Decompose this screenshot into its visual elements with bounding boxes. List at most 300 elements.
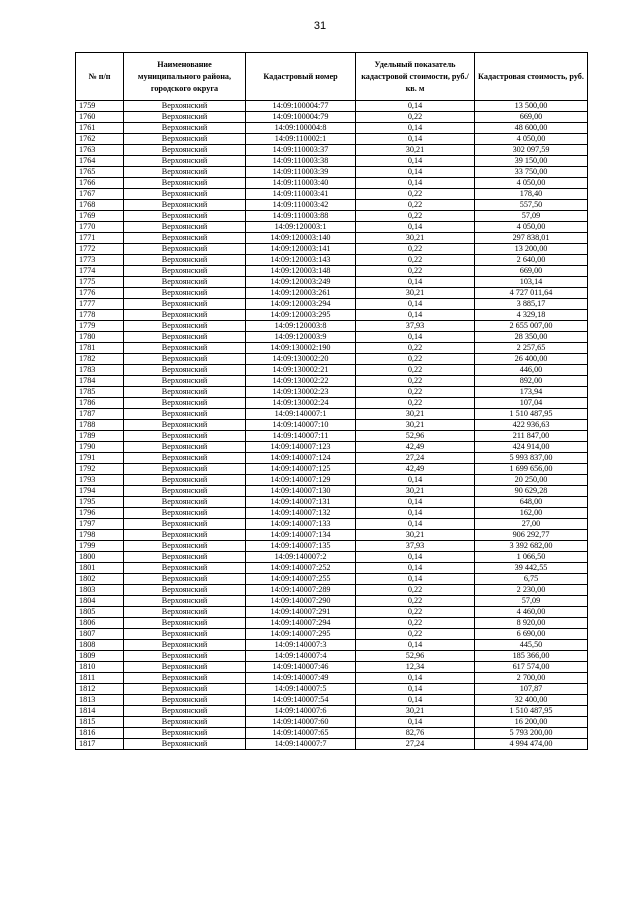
table-row [76,519,588,530]
cell-district: Верхоянский [124,618,246,629]
cell-district: Верхоянский [124,574,246,585]
table-row [76,222,588,233]
cell-num: 1800 [76,552,124,563]
cell-cadastral-cost: 4 050,00 [475,222,588,233]
cell-cadastral-cost: 13 200,00 [475,244,588,255]
cell-cadastral-cost: 4 994 474,00 [475,739,588,750]
cell-num: 1812 [76,684,124,695]
cell-specific-rate: 37,93 [356,541,475,552]
cell-cadastral-number: 14:09:110003:88 [246,211,356,222]
cell-specific-rate: 30,21 [356,145,475,156]
table-row [76,321,588,332]
cell-district: Верхоянский [124,662,246,673]
table-row [76,420,588,431]
table-row [76,618,588,629]
cell-num: 1769 [76,211,124,222]
cell-num: 1770 [76,222,124,233]
cell-district: Верхоянский [124,519,246,530]
cell-specific-rate: 0,14 [356,717,475,728]
cell-specific-rate: 0,14 [356,695,475,706]
table-row [76,167,588,178]
table-row [76,497,588,508]
cell-specific-rate: 27,24 [356,739,475,750]
cell-cadastral-number: 14:09:100004:79 [246,112,356,123]
cell-cadastral-cost: 4 050,00 [475,178,588,189]
cell-specific-rate: 0,14 [356,519,475,530]
table-row [76,596,588,607]
header-row [76,53,588,101]
cell-num: 1806 [76,618,124,629]
cell-specific-rate: 0,22 [356,387,475,398]
table-row [76,552,588,563]
cell-cadastral-cost: 617 574,00 [475,662,588,673]
table-row [76,112,588,123]
header-specific-rate: Удельный показатель кадастровой стоимости, руб./кв. м [356,53,475,101]
cell-cadastral-number: 14:09:120003:9 [246,332,356,343]
cell-specific-rate: 0,14 [356,277,475,288]
cell-cadastral-number: 14:09:140007:7 [246,739,356,750]
cell-cadastral-cost: 173,94 [475,387,588,398]
table-row [76,486,588,497]
cell-cadastral-number: 14:09:120003:141 [246,244,356,255]
cell-num: 1798 [76,530,124,541]
cell-cadastral-number: 14:09:140007:60 [246,717,356,728]
table-row [76,475,588,486]
table-row [76,123,588,134]
cell-district: Верхоянский [124,233,246,244]
cell-num: 1766 [76,178,124,189]
cell-num: 1799 [76,541,124,552]
cell-district: Верхоянский [124,244,246,255]
cell-cadastral-cost: 3 885,17 [475,299,588,310]
cell-cadastral-number: 14:09:110003:38 [246,156,356,167]
cell-num: 1807 [76,629,124,640]
cell-num: 1789 [76,431,124,442]
cell-specific-rate: 0,14 [356,574,475,585]
cell-cadastral-number: 14:09:140007:49 [246,673,356,684]
cell-specific-rate: 0,22 [356,398,475,409]
cell-num: 1779 [76,321,124,332]
cell-district: Верхоянский [124,585,246,596]
table-row [76,442,588,453]
cell-cadastral-cost: 26 400,00 [475,354,588,365]
cell-district: Верхоянский [124,277,246,288]
cell-cadastral-number: 14:09:140007:135 [246,541,356,552]
cell-district: Верхоянский [124,211,246,222]
cell-cadastral-number: 14:09:130002:24 [246,398,356,409]
cell-cadastral-number: 14:09:140007:132 [246,508,356,519]
cell-specific-rate: 0,22 [356,266,475,277]
cell-district: Верхоянский [124,486,246,497]
cell-district: Верхоянский [124,607,246,618]
cell-num: 1814 [76,706,124,717]
table-row [76,200,588,211]
cell-cadastral-number: 14:09:140007:3 [246,640,356,651]
cell-cadastral-cost: 1 699 656,00 [475,464,588,475]
cell-district: Верхоянский [124,442,246,453]
cell-cadastral-number: 14:09:120003:8 [246,321,356,332]
table-row [76,431,588,442]
cell-specific-rate: 0,14 [356,673,475,684]
cell-cadastral-number: 14:09:140007:255 [246,574,356,585]
cell-specific-rate: 27,24 [356,453,475,464]
cell-num: 1796 [76,508,124,519]
table-row [76,684,588,695]
cell-cadastral-cost: 446,00 [475,365,588,376]
cell-cadastral-cost: 4 329,18 [475,310,588,321]
cell-cadastral-cost: 4 460,00 [475,607,588,618]
cell-cadastral-number: 14:09:110003:40 [246,178,356,189]
cell-cadastral-number: 14:09:140007:65 [246,728,356,739]
cell-cadastral-cost: 6,75 [475,574,588,585]
cell-cadastral-cost: 162,00 [475,508,588,519]
table-row [76,365,588,376]
cell-num: 1802 [76,574,124,585]
table-row [76,343,588,354]
cell-cadastral-cost: 20 250,00 [475,475,588,486]
cell-cadastral-cost: 48 600,00 [475,123,588,134]
cell-cadastral-cost: 33 750,00 [475,167,588,178]
cell-cadastral-number: 14:09:140007:134 [246,530,356,541]
cell-specific-rate: 0,22 [356,629,475,640]
cell-cadastral-cost: 107,04 [475,398,588,409]
cell-district: Верхоянский [124,134,246,145]
cell-district: Верхоянский [124,321,246,332]
cell-cadastral-number: 14:09:140007:133 [246,519,356,530]
table-row [76,398,588,409]
table-row [76,717,588,728]
cell-district: Верхоянский [124,255,246,266]
cell-num: 1810 [76,662,124,673]
cell-specific-rate: 0,22 [356,365,475,376]
table-row [76,464,588,475]
cell-cadastral-cost: 557,50 [475,200,588,211]
table-row [76,695,588,706]
table-row [76,728,588,739]
cell-num: 1797 [76,519,124,530]
cell-cadastral-number: 14:09:140007:290 [246,596,356,607]
cell-num: 1804 [76,596,124,607]
cell-specific-rate: 30,21 [356,486,475,497]
cell-num: 1759 [76,101,124,112]
cell-district: Верхоянский [124,706,246,717]
cell-num: 1760 [76,112,124,123]
cell-specific-rate: 0,22 [356,596,475,607]
cell-num: 1773 [76,255,124,266]
cell-num: 1782 [76,354,124,365]
table-row [76,233,588,244]
cell-cadastral-number: 14:09:130002:22 [246,376,356,387]
cell-district: Верхоянский [124,431,246,442]
cell-specific-rate: 52,96 [356,431,475,442]
cell-specific-rate: 0,14 [356,123,475,134]
cell-specific-rate: 82,76 [356,728,475,739]
cell-district: Верхоянский [124,288,246,299]
cell-cadastral-number: 14:09:140007:5 [246,684,356,695]
cell-district: Верхоянский [124,563,246,574]
cell-num: 1771 [76,233,124,244]
cell-num: 1780 [76,332,124,343]
cell-specific-rate: 0,14 [356,101,475,112]
cell-cadastral-cost: 424 914,00 [475,442,588,453]
cell-cadastral-cost: 16 200,00 [475,717,588,728]
cell-district: Верхоянский [124,266,246,277]
cell-cadastral-number: 14:09:140007:129 [246,475,356,486]
cell-cadastral-cost: 185 366,00 [475,651,588,662]
cell-cadastral-number: 14:09:140007:123 [246,442,356,453]
cell-cadastral-cost: 1 066,50 [475,552,588,563]
cell-specific-rate: 30,21 [356,420,475,431]
cell-num: 1815 [76,717,124,728]
cell-num: 1793 [76,475,124,486]
cell-cadastral-cost: 13 500,00 [475,101,588,112]
cell-district: Верхоянский [124,178,246,189]
header-district: Наименование муниципального района, городского округа [124,53,246,101]
cell-district: Верхоянский [124,376,246,387]
cell-num: 1763 [76,145,124,156]
cell-specific-rate: 52,96 [356,651,475,662]
cell-district: Верхоянский [124,112,246,123]
cell-district: Верхоянский [124,167,246,178]
cell-district: Верхоянский [124,398,246,409]
cell-num: 1764 [76,156,124,167]
table-body [76,101,588,750]
cell-cadastral-cost: 422 936,63 [475,420,588,431]
cell-cadastral-number: 14:09:110002:1 [246,134,356,145]
cell-district: Верхоянский [124,299,246,310]
cell-district: Верхоянский [124,365,246,376]
table-row [76,354,588,365]
cell-specific-rate: 0,22 [356,211,475,222]
cell-specific-rate: 0,14 [356,640,475,651]
cell-num: 1777 [76,299,124,310]
cell-district: Верхоянский [124,222,246,233]
cell-cadastral-number: 14:09:140007:1 [246,409,356,420]
cell-num: 1785 [76,387,124,398]
cell-district: Верхоянский [124,530,246,541]
cell-num: 1786 [76,398,124,409]
cell-num: 1781 [76,343,124,354]
cell-specific-rate: 0,14 [356,497,475,508]
table-row [76,156,588,167]
cell-num: 1803 [76,585,124,596]
cell-cadastral-cost: 302 097,59 [475,145,588,156]
cell-specific-rate: 30,21 [356,409,475,420]
cell-cadastral-number: 14:09:120003:249 [246,277,356,288]
cell-cadastral-cost: 4 727 011,64 [475,288,588,299]
cell-num: 1783 [76,365,124,376]
cell-district: Верхоянский [124,464,246,475]
page-number: 31 [313,20,327,32]
cell-num: 1805 [76,607,124,618]
cell-cadastral-cost: 4 050,00 [475,134,588,145]
cell-cadastral-number: 14:09:140007:294 [246,618,356,629]
cell-cadastral-number: 14:09:130002:20 [246,354,356,365]
cell-specific-rate: 30,21 [356,706,475,717]
cell-num: 1788 [76,420,124,431]
table-row [76,266,588,277]
table-row [76,255,588,266]
cell-district: Верхоянский [124,101,246,112]
cell-cadastral-number: 14:09:130002:190 [246,343,356,354]
cell-district: Верхоянский [124,343,246,354]
cell-district: Верхоянский [124,728,246,739]
cell-cadastral-cost: 107,87 [475,684,588,695]
cell-cadastral-number: 14:09:140007:130 [246,486,356,497]
cell-specific-rate: 30,21 [356,530,475,541]
table-row [76,508,588,519]
cell-cadastral-cost: 2 230,00 [475,585,588,596]
cell-num: 1794 [76,486,124,497]
table-row [76,134,588,145]
cell-specific-rate: 42,49 [356,464,475,475]
cell-district: Верхоянский [124,497,246,508]
cell-cadastral-number: 14:09:140007:4 [246,651,356,662]
cell-district: Верхоянский [124,387,246,398]
cell-cadastral-cost: 2 700,00 [475,673,588,684]
table-row [76,299,588,310]
cell-num: 1809 [76,651,124,662]
cell-specific-rate: 0,14 [356,475,475,486]
cell-cadastral-number: 14:09:110003:42 [246,200,356,211]
cell-cadastral-cost: 103,14 [475,277,588,288]
header-cadastral-cost: Кадастровая стоимость, руб. [475,53,588,101]
table-row [76,574,588,585]
cell-district: Верхоянский [124,739,246,750]
cell-district: Верхоянский [124,651,246,662]
cell-cadastral-cost: 8 920,00 [475,618,588,629]
cell-num: 1778 [76,310,124,321]
cell-specific-rate: 0,22 [356,255,475,266]
cell-num: 1790 [76,442,124,453]
table-row [76,387,588,398]
cell-cadastral-number: 14:09:130002:23 [246,387,356,398]
cell-num: 1817 [76,739,124,750]
cell-cadastral-number: 14:09:120003:1 [246,222,356,233]
cell-district: Верхоянский [124,552,246,563]
table-row [76,145,588,156]
table-row [76,409,588,420]
cell-specific-rate: 0,14 [356,563,475,574]
cell-cadastral-cost: 39 442,55 [475,563,588,574]
cell-cadastral-cost: 28 350,00 [475,332,588,343]
table-row [76,178,588,189]
cell-district: Верхоянский [124,596,246,607]
cell-specific-rate: 30,21 [356,233,475,244]
cell-num: 1762 [76,134,124,145]
cell-cadastral-number: 14:09:140007:125 [246,464,356,475]
cell-specific-rate: 0,22 [356,112,475,123]
cell-cadastral-number: 14:09:140007:252 [246,563,356,574]
table-row [76,244,588,255]
cell-cadastral-cost: 669,00 [475,112,588,123]
cell-cadastral-number: 14:09:140007:6 [246,706,356,717]
cell-cadastral-number: 14:09:140007:10 [246,420,356,431]
cell-specific-rate: 42,49 [356,442,475,453]
cell-district: Верхоянский [124,684,246,695]
table-row [76,706,588,717]
table-row [76,310,588,321]
cell-district: Верхоянский [124,332,246,343]
cell-specific-rate: 0,22 [356,343,475,354]
cell-specific-rate: 0,14 [356,134,475,145]
cell-cadastral-number: 14:09:110003:37 [246,145,356,156]
table-row [76,651,588,662]
cell-num: 1768 [76,200,124,211]
cell-num: 1784 [76,376,124,387]
table-row [76,332,588,343]
table-row [76,585,588,596]
cell-specific-rate: 0,22 [356,200,475,211]
cell-cadastral-cost: 32 400,00 [475,695,588,706]
cell-num: 1808 [76,640,124,651]
cell-specific-rate: 0,22 [356,189,475,200]
cell-cadastral-cost: 2 655 007,00 [475,321,588,332]
cell-num: 1772 [76,244,124,255]
cell-cadastral-cost: 5 793 200,00 [475,728,588,739]
cell-specific-rate: 0,22 [356,618,475,629]
cell-num: 1813 [76,695,124,706]
cell-district: Верхоянский [124,508,246,519]
cell-specific-rate: 30,21 [356,288,475,299]
table-row [76,607,588,618]
table-row [76,189,588,200]
cell-district: Верхоянский [124,354,246,365]
table-row [76,563,588,574]
cell-specific-rate: 0,14 [356,508,475,519]
cell-cadastral-cost: 57,09 [475,596,588,607]
cell-district: Верхоянский [124,189,246,200]
cell-specific-rate: 0,14 [356,222,475,233]
cell-cadastral-cost: 211 847,00 [475,431,588,442]
cell-district: Верхоянский [124,717,246,728]
cell-cadastral-number: 14:09:120003:143 [246,255,356,266]
cell-district: Верхоянский [124,409,246,420]
table-row [76,101,588,112]
table-row [76,453,588,464]
cell-cadastral-number: 14:09:140007:2 [246,552,356,563]
cell-specific-rate: 0,14 [356,299,475,310]
cell-cadastral-number: 14:09:100004:8 [246,123,356,134]
cell-cadastral-cost: 39 150,00 [475,156,588,167]
cell-specific-rate: 0,14 [356,156,475,167]
cell-cadastral-cost: 648,00 [475,497,588,508]
cell-num: 1791 [76,453,124,464]
table-row [76,277,588,288]
cell-specific-rate: 0,14 [356,310,475,321]
cell-district: Верхоянский [124,453,246,464]
cell-cadastral-number: 14:09:130002:21 [246,365,356,376]
cell-cadastral-cost: 1 510 487,95 [475,409,588,420]
table-row [76,673,588,684]
cell-cadastral-cost: 90 629,28 [475,486,588,497]
cell-district: Верхоянский [124,640,246,651]
cell-district: Верхоянский [124,629,246,640]
cell-num: 1775 [76,277,124,288]
cell-specific-rate: 0,22 [356,607,475,618]
cell-cadastral-cost: 6 690,00 [475,629,588,640]
cell-cadastral-number: 14:09:140007:289 [246,585,356,596]
cell-cadastral-cost: 57,09 [475,211,588,222]
cell-cadastral-number: 14:09:140007:54 [246,695,356,706]
cadastral-value-table [75,52,588,750]
cell-cadastral-number: 14:09:140007:46 [246,662,356,673]
cell-cadastral-number: 14:09:120003:294 [246,299,356,310]
cell-num: 1761 [76,123,124,134]
table-row [76,629,588,640]
cell-cadastral-number: 14:09:120003:140 [246,233,356,244]
cell-cadastral-cost: 3 392 682,00 [475,541,588,552]
